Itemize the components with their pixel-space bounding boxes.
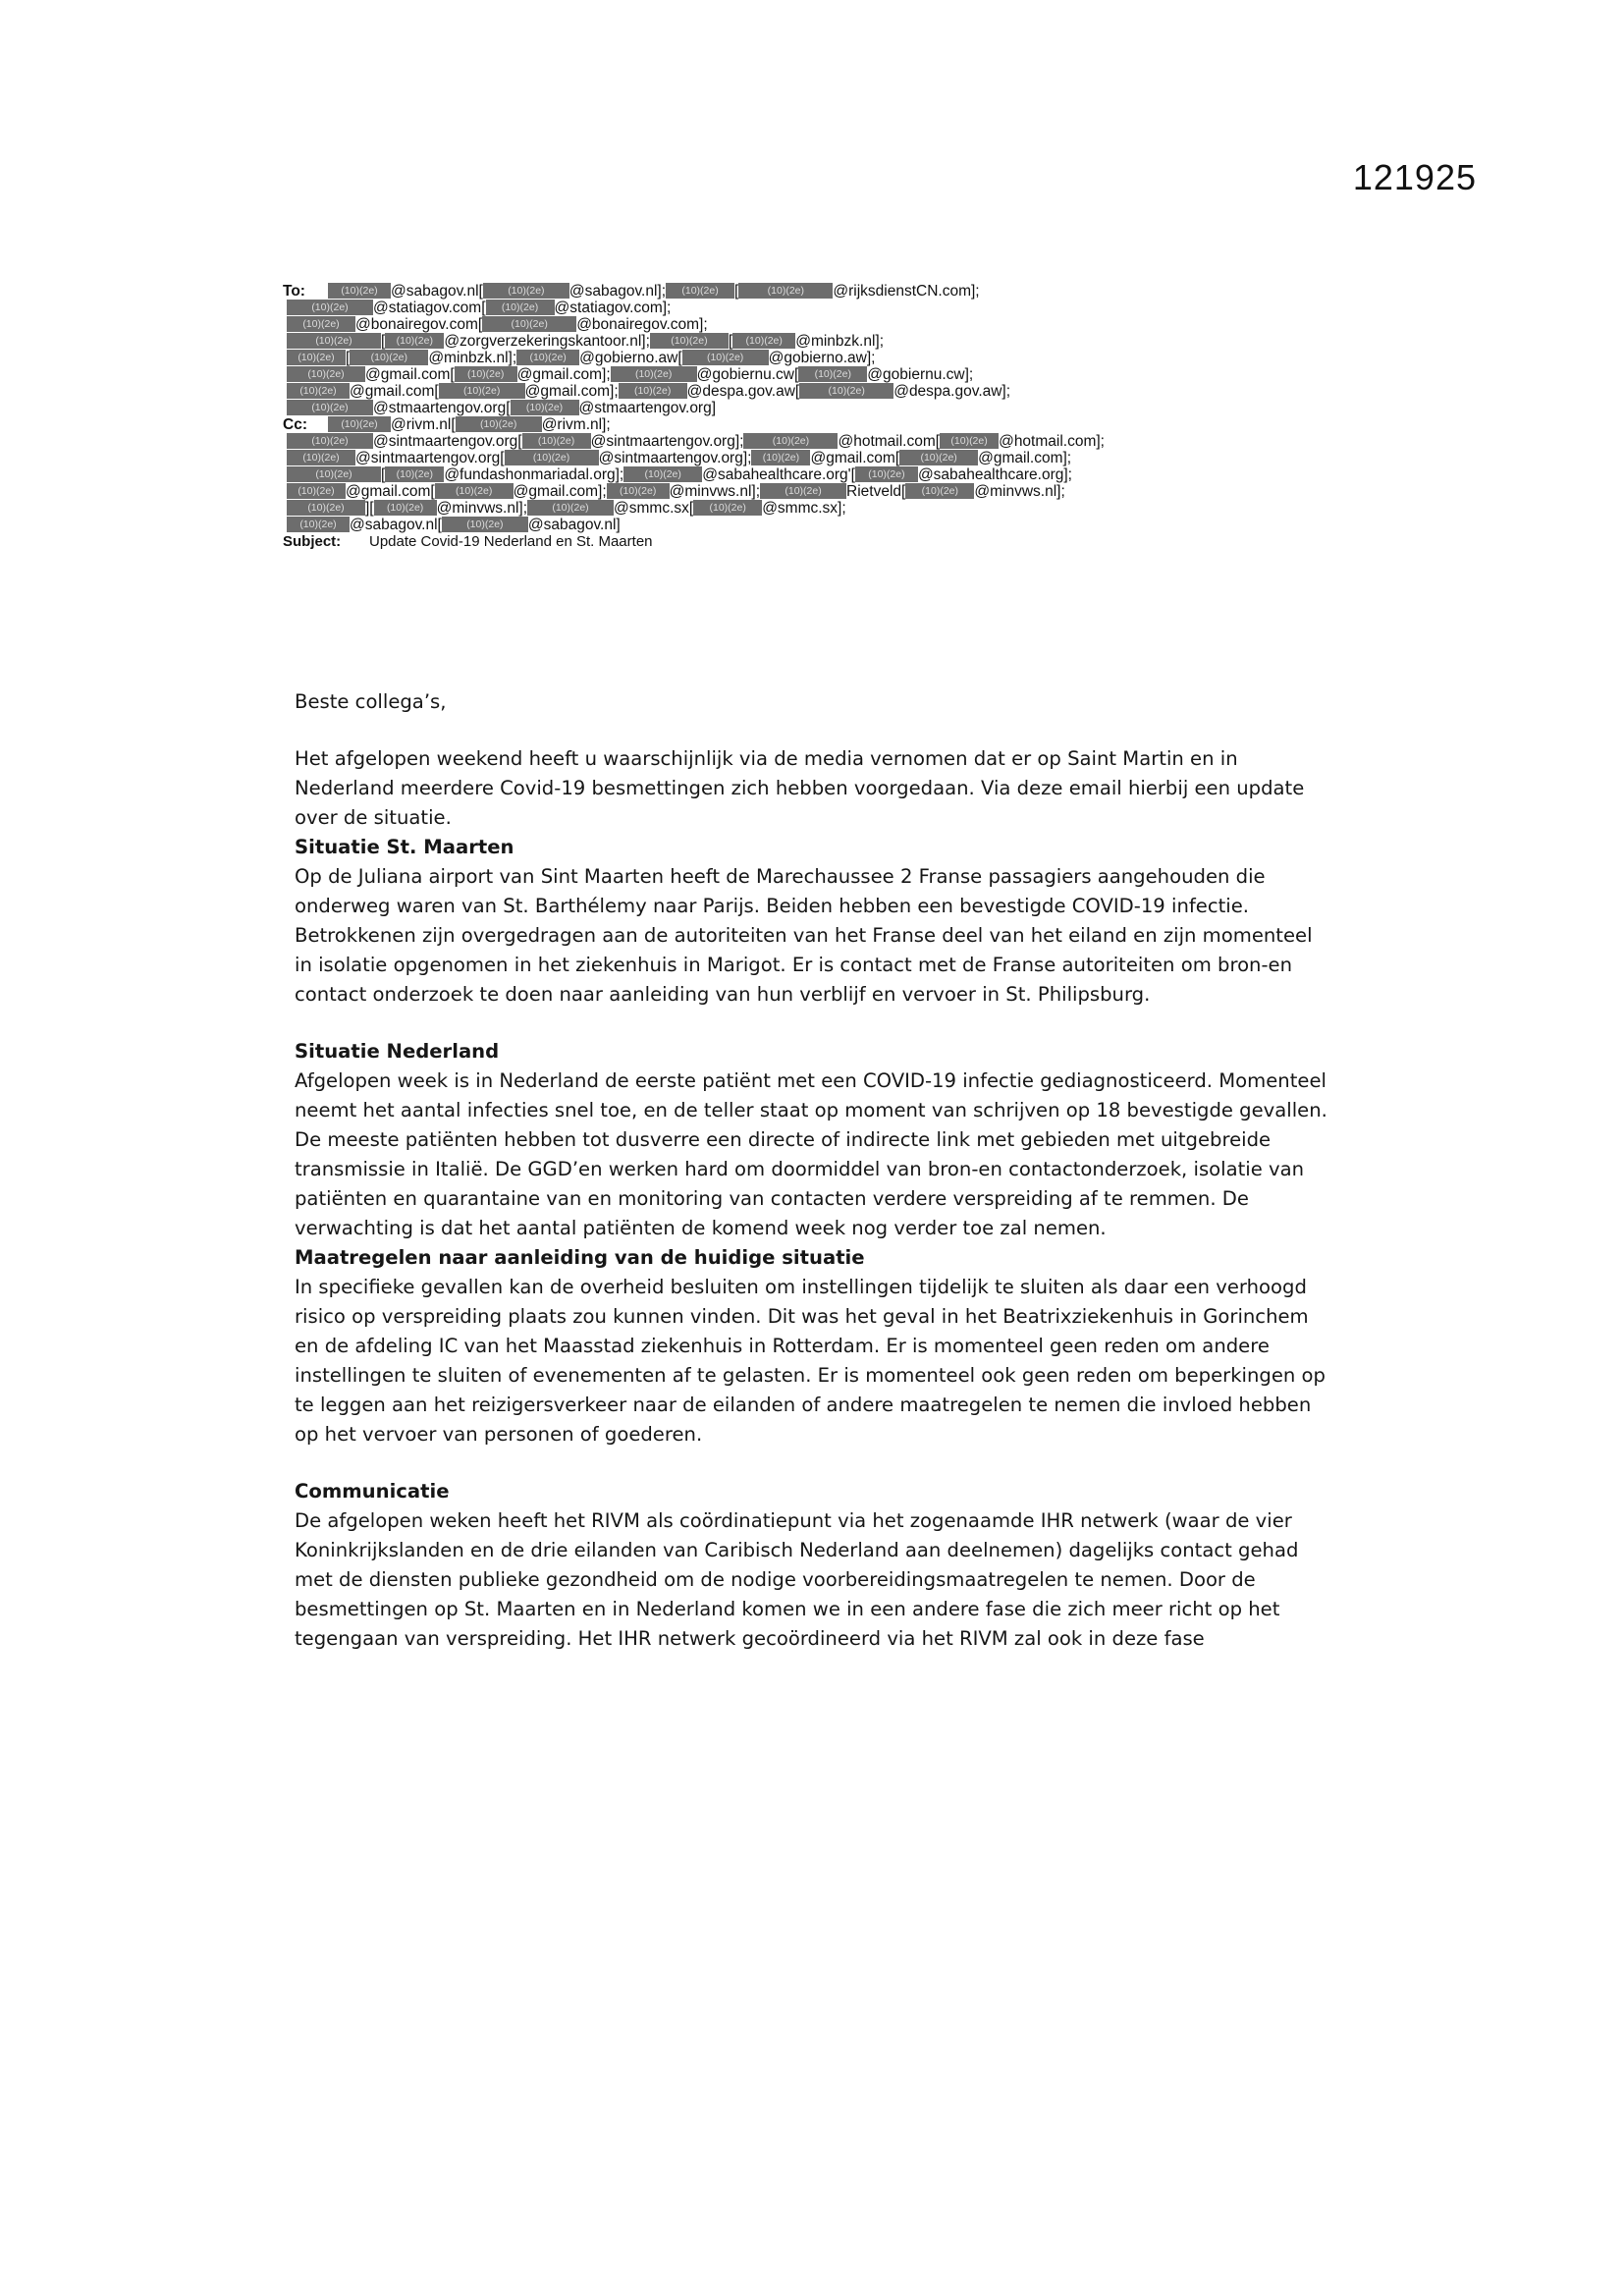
email-address-fragment: @rivm.nl]; xyxy=(541,416,611,433)
body-line: neemt het aantal infecties snel toe, en de teller staat op moment van schrijven op 18 bevestigde gevallen. xyxy=(295,1099,1327,1121)
email-address-fragment: @sabahealthcare.org]; xyxy=(917,466,1072,483)
to-line xyxy=(283,300,1343,316)
body-line: Nederland meerdere Covid-19 besmettingen zich hebben voorgedaan. Via deze email hierbij een update xyxy=(295,777,1305,799)
email-address-fragment: @smmc.sx]; xyxy=(762,500,846,517)
redaction-box: (10)(2e) xyxy=(456,416,542,432)
cc-line xyxy=(283,483,1343,500)
email-address-fragment: @statiagov.com]; xyxy=(554,300,672,316)
email-address-fragment: @smmc.sx[ xyxy=(614,500,694,517)
email-address-fragment: ][ xyxy=(365,500,374,517)
cc-label: Cc: xyxy=(283,416,307,433)
redaction-box: (10)(2e) xyxy=(623,466,702,482)
email-address-fragment: @gobierno.aw]; xyxy=(768,350,876,366)
body-line: in isolatie opgenomen in het ziekenhuis in Marigot. Er is contact met de Franse autoriteiten om bron-en xyxy=(295,954,1293,976)
email-address-fragment: @stmaartengov.org[ xyxy=(373,400,511,416)
email-address-fragment: @rivm.nl[ xyxy=(391,416,456,433)
redaction-box: (10)(2e) xyxy=(287,383,350,399)
body-sections xyxy=(295,833,1355,1654)
email-address-fragment: @gmail.com]; xyxy=(524,383,619,400)
subject-label: Subject: xyxy=(283,533,342,550)
redaction-box: (10)(2e) xyxy=(455,366,517,382)
body-line: De afgelopen weken heeft het RIVM als coördinatiepunt via het zogenaamde IHR netwerk (waar de vier xyxy=(295,1509,1292,1532)
redaction-box: (10)(2e) xyxy=(693,500,762,516)
email-address-fragment: @hotmail.com]; xyxy=(999,433,1105,450)
email-body xyxy=(295,687,1355,1654)
body-line: Het afgelopen weekend heeft u waarschijnlijk via de media vernomen dat er op Saint Martin en in xyxy=(295,747,1238,770)
body-line: tegengaan van verspreiding. Het IHR netwerk gecoördineerd via het RIVM zal ook in deze fase xyxy=(295,1627,1205,1650)
redaction-box: (10)(2e) xyxy=(287,350,346,365)
redaction-box: (10)(2e) xyxy=(899,450,978,465)
redaction-box: (10)(2e) xyxy=(287,333,381,349)
redaction-box: (10)(2e) xyxy=(799,383,893,399)
redaction-box: (10)(2e) xyxy=(287,316,355,332)
body-line: risico op verspreiding plaats zou kunnen vinden. Dit was het geval in het Beatrixziekenhuis in Gorinchem xyxy=(295,1305,1309,1328)
email-address-fragment: @gmail.com]; xyxy=(978,450,1072,466)
redaction-box: (10)(2e) xyxy=(751,450,810,465)
redaction-box: (10)(2e) xyxy=(287,450,355,465)
redaction-box: (10)(2e) xyxy=(732,333,795,349)
redaction-box: (10)(2e) xyxy=(666,283,734,299)
email-address-fragment: @sabahealthcare.org'[ xyxy=(702,466,855,483)
to-label: To: xyxy=(283,283,305,300)
email-address-fragment: @bonairegov.com[ xyxy=(355,316,483,333)
cc-line xyxy=(283,500,1343,517)
redaction-box: (10)(2e) xyxy=(743,433,838,449)
email-address-fragment: @sintmaartengov.org[ xyxy=(373,433,522,450)
redaction-box: (10)(2e) xyxy=(435,483,514,499)
email-address-fragment: [ xyxy=(728,333,733,350)
redaction-box: (10)(2e) xyxy=(516,350,579,365)
to-line xyxy=(283,383,1343,400)
body-line: transmissie in Italië. De GGD’en werken hard om doormiddel van bron-en contactonderzoek, isolatie van xyxy=(295,1158,1305,1180)
body-line: In specifieke gevallen kan de overheid besluiten om instellingen tijdelijk te sluiten als daar een verhoogd xyxy=(295,1276,1307,1298)
email-address-fragment: @stmaartengov.org] xyxy=(578,400,717,416)
to-line xyxy=(283,400,1343,416)
redaction-box: (10)(2e) xyxy=(385,333,444,349)
intro-paragraph xyxy=(295,744,1355,833)
cc-line xyxy=(283,466,1343,483)
email-address-fragment: @sintmaartengov.org[ xyxy=(355,450,505,466)
to-line xyxy=(283,333,1343,350)
redaction-box: (10)(2e) xyxy=(385,466,444,482)
email-address-fragment: @sintmaartengov.org]; xyxy=(590,433,744,450)
redaction-box: (10)(2e) xyxy=(287,483,346,499)
email-address-fragment: @sintmaartengov.org]; xyxy=(598,450,752,466)
redaction-box: (10)(2e) xyxy=(527,500,614,516)
subject-text: Update Covid-19 Nederland en St. Maarten xyxy=(369,533,653,550)
email-address-fragment: @gmail.com[ xyxy=(350,383,439,400)
email-address-fragment: @statiagov.com[ xyxy=(373,300,486,316)
email-address-fragment: @gmail.com]; xyxy=(513,483,607,500)
body-line: patiënten en quarantaine van en monitoring van contacten verdere verspreiding af te remmen. De xyxy=(295,1187,1249,1210)
redaction-box: (10)(2e) xyxy=(505,450,599,465)
redaction-box: (10)(2e) xyxy=(350,350,428,365)
section-heading: Situatie Nederland xyxy=(295,1040,500,1063)
redaction-box: (10)(2e) xyxy=(287,466,381,482)
redaction-box: (10)(2e) xyxy=(940,433,999,449)
to-line xyxy=(283,350,1343,366)
body-line: onderweg waren van St. Barthélemy naar Parijs. Beiden hebben een bevestigde COVID-19 infectie. xyxy=(295,895,1249,917)
email-address-fragment: [ xyxy=(381,333,386,350)
body-line: verwachting is dat het aantal patiënten de komend week nog verder toe zal nemen. xyxy=(295,1217,1107,1239)
redaction-box: (10)(2e) xyxy=(482,316,576,332)
redaction-box: (10)(2e) xyxy=(650,333,729,349)
email-address-fragment: @minvws.nl]; xyxy=(974,483,1065,500)
body-line: Afgelopen week is in Nederland de eerste patiënt met een COVID-19 infectie gediagnosticeerd. Momenteel xyxy=(295,1069,1326,1092)
body-line: De meeste patiënten hebben tot dusverre een directe of indirecte link met gebieden met uitgebreide xyxy=(295,1128,1272,1151)
body-line: Betrokkenen zijn overgedragen aan de autoriteiten van het Franse deel van het eiland en zijn momenteel xyxy=(295,924,1313,947)
redaction-box: (10)(2e) xyxy=(287,500,365,516)
body-line: Op de Juliana airport van Sint Maarten heeft de Marechaussee 2 Franse passagiers aangehouden die xyxy=(295,865,1266,888)
email-address-fragment: @minvws.nl]; xyxy=(669,483,761,500)
redaction-box: (10)(2e) xyxy=(855,466,918,482)
redaction-box: (10)(2e) xyxy=(607,483,670,499)
email-address-fragment: [ xyxy=(381,466,386,483)
cc-line xyxy=(283,416,1343,433)
email-address-fragment: @minbzk.nl]; xyxy=(428,350,517,366)
email-address-fragment: @minbzk.nl]; xyxy=(795,333,885,350)
email-address-fragment: @despa.gov.aw]; xyxy=(893,383,1011,400)
redaction-box: (10)(2e) xyxy=(287,366,365,382)
cc-line xyxy=(283,450,1343,466)
section-heading: Maatregelen naar aanleiding van de huidige situatie xyxy=(295,1246,865,1269)
email-address-fragment: @hotmail.com[ xyxy=(838,433,941,450)
email-address-fragment: @bonairegov.com]; xyxy=(576,316,708,333)
email-address-fragment: [ xyxy=(734,283,739,300)
redaction-box: (10)(2e) xyxy=(682,350,769,365)
email-address-fragment: @sabagov.nl[ xyxy=(350,517,442,533)
email-address-fragment: [ xyxy=(346,350,351,366)
body-line: contact onderzoek te doen naar aanleiding van hun verblijf en vervoer in St. Philipsburg. xyxy=(295,983,1151,1006)
redaction-box: (10)(2e) xyxy=(486,300,555,315)
email-address-fragment: @fundashonmariadal.org]; xyxy=(444,466,624,483)
redaction-box: (10)(2e) xyxy=(328,416,391,432)
redaction-box: (10)(2e) xyxy=(619,383,687,399)
email-address-fragment: @sabagov.nl]; xyxy=(568,283,667,300)
redaction-box: (10)(2e) xyxy=(287,400,373,415)
email-address-fragment: @gmail.com[ xyxy=(346,483,435,500)
body-line: en de afdeling IC van het Maasstad ziekenhuis in Rotterdam. Er is momenteel geen reden om andere xyxy=(295,1335,1270,1357)
cc-line xyxy=(283,433,1343,450)
email-address-fragment: @rijksdienstCN.com]; xyxy=(833,283,980,300)
redaction-box: (10)(2e) xyxy=(442,517,528,532)
body-line: Koninkrijkslanden en de drie eilanden van Caribisch Nederland aan deelnemen) dagelijks contact gehad xyxy=(295,1539,1299,1561)
redaction-box: (10)(2e) xyxy=(738,283,833,299)
email-address-fragment: @despa.gov.aw[ xyxy=(686,383,800,400)
body-line: te leggen aan het reizigersverkeer naar de eilanden of andere maatregelen te nemen die invloed hebben xyxy=(295,1394,1312,1416)
redaction-box: (10)(2e) xyxy=(328,283,391,299)
redaction-box: (10)(2e) xyxy=(760,483,846,499)
to-line xyxy=(283,283,1343,300)
redaction-box: (10)(2e) xyxy=(798,366,867,382)
redaction-box: (10)(2e) xyxy=(483,283,569,299)
document-number: 121925 xyxy=(1352,157,1477,197)
redaction-box: (10)(2e) xyxy=(522,433,591,449)
body-line: over de situatie. xyxy=(295,806,452,829)
email-header xyxy=(283,283,1343,550)
email-address-fragment: @zorgverzekeringskantoor.nl]; xyxy=(444,333,650,350)
redaction-box: (10)(2e) xyxy=(374,500,437,516)
email-address-fragment: @sabagov.nl[ xyxy=(391,283,483,300)
body-line: besmettingen op St. Maarten en in Nederland komen we in een andere fase die zich meer richt op het xyxy=(295,1598,1280,1620)
email-address-fragment: @minvws.nl]; xyxy=(436,500,528,517)
to-line xyxy=(283,316,1343,333)
email-address-fragment: @gobiernu.cw]; xyxy=(867,366,974,383)
email-address-fragment: @sabagov.nl] xyxy=(527,517,621,533)
section-heading: Communicatie xyxy=(295,1480,450,1503)
redaction-box: (10)(2e) xyxy=(611,366,697,382)
redaction-box: (10)(2e) xyxy=(287,433,373,449)
body-line: instellingen te sluiten of evenementen af te gelasten. Er is momenteel ook geen reden om beperkingen op xyxy=(295,1364,1326,1387)
greeting: Beste collega’s, xyxy=(295,690,447,713)
redaction-box: (10)(2e) xyxy=(287,517,350,532)
email-address-fragment: Rietveld[ xyxy=(846,483,906,500)
redaction-box: (10)(2e) xyxy=(439,383,525,399)
redaction-box: (10)(2e) xyxy=(511,400,579,415)
body-line: met de diensten publieke gezondheid om de nodige voorbereidingsmaatregelen te nemen. Door de xyxy=(295,1568,1256,1591)
to-line xyxy=(283,366,1343,383)
email-address-fragment: @gmail.com[ xyxy=(365,366,455,383)
body-line: op het vervoer van personen of goederen. xyxy=(295,1423,703,1446)
cc-line xyxy=(283,517,1343,533)
email-address-fragment: @gmail.com[ xyxy=(810,450,900,466)
redaction-box: (10)(2e) xyxy=(287,300,373,315)
email-address-fragment: @gobierno.aw[ xyxy=(579,350,682,366)
subject-line xyxy=(283,533,1343,550)
email-address-fragment: @gmail.com]; xyxy=(516,366,611,383)
section-heading: Situatie St. Maarten xyxy=(295,836,514,858)
email-address-fragment: @gobiernu.cw[ xyxy=(696,366,799,383)
redaction-box: (10)(2e) xyxy=(905,483,974,499)
